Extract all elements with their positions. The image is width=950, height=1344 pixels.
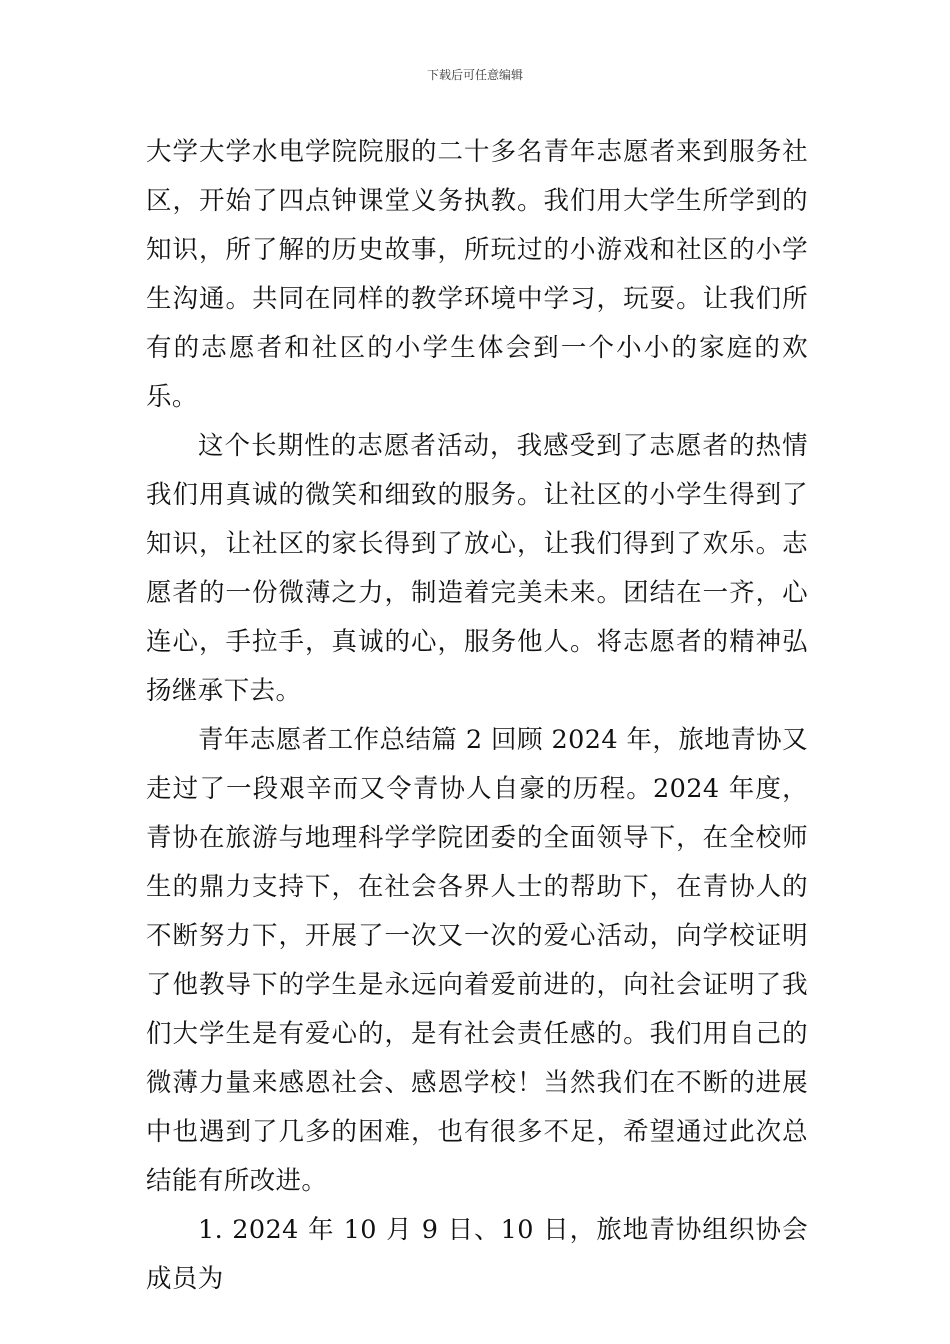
paragraph-continuation: 大学大学水电学院院服的二十多名青年志愿者来到服务社区，开始了四点钟课堂义务执教。我们用大学生所学到的知识，所了解的历史故事，所玩过的小游戏和社区的小学生沟通。共同在同样的教学环境中学习，玩耍。让我们所有的志愿者和社区的小学生体会到一个小小的家庭的欢乐。 [146, 137, 808, 412]
paragraph-list-item-1: 1. 2024 年 10 月 9 日、10 日，旅地青协组织协会成员为 [146, 1215, 808, 1294]
document-body [146, 128, 808, 1304]
paragraph-summary-part-2: 青年志愿者工作总结篇 2 回顾 2024 年，旅地青协又走过了一段艰辛而又令青协人自豪的历程。2024 年度，青协在旅游与地理科学学院团委的全面领导下，在全校师生的鼎力支持下，在社会各界人士的帮助下，在青协人的不断努力下，开展了一次又一次的爱心活动，向学校证明了他教导下的学生是永远向着爱前进的，向社会证明了我们大学生是有爱心的，是有社会责任感的。我们用自己的微薄力量来感恩社会、感恩学校！当然我们在不断的进展中也遇到了几多的困难，也有很多不足，希望通过此次总结能有所改进。 [146, 725, 808, 1196]
paragraph-volunteer-reflection: 这个长期性的志愿者活动，我感受到了志愿者的热情我们用真诚的微笑和细致的服务。让社区的小学生得到了知识，让社区的家长得到了放心，让我们得到了欢乐。志愿者的一份微薄之力，制造着完美未来。团结在一齐，心连心，手拉手，真诚的心，服务他人。将志愿者的精神弘扬继承下去。 [146, 431, 808, 706]
page-header-note: 下载后可任意编辑 [426, 68, 523, 82]
